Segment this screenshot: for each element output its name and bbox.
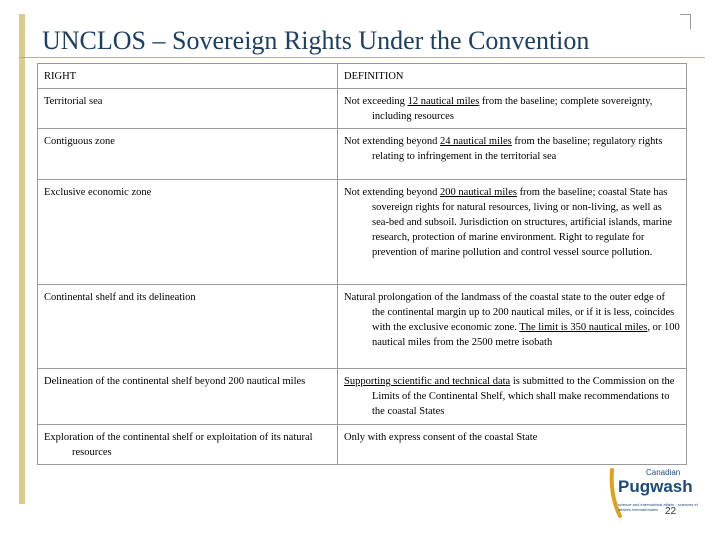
definition-run: Not extending beyond: [344, 187, 440, 198]
right-name: Contiguous zone: [44, 136, 115, 147]
logo-main-text: Pugwash: [618, 477, 693, 496]
right-definition: [344, 134, 680, 164]
table-header-row: [38, 64, 687, 89]
left-accent-bar: [19, 14, 25, 504]
right-definition: [344, 374, 680, 419]
table-row: [38, 369, 687, 425]
right-name: Exploration of the continental shelf or exploitation of its natural resources: [44, 432, 313, 458]
right-definition: [344, 185, 680, 260]
table-row: [38, 129, 687, 180]
right-definition: [344, 94, 680, 124]
header-right: RIGHT: [38, 64, 338, 89]
table-row: [38, 89, 687, 129]
corner-bracket: [680, 14, 691, 29]
definition-run: from the baseline; regulatory rights relating to infringement in the territorial sea: [372, 136, 663, 162]
definition-run: 200 nautical miles: [439, 187, 517, 198]
slide-title: UNCLOS – Sovereign Rights Under the Convention: [42, 26, 590, 55]
definition-run: Not exceeding: [344, 96, 408, 107]
table-row: [38, 180, 687, 285]
definition-run: is submitted to the Commission on the Limits of the Continental Shelf, which shall make recommendations to the coastal States: [372, 376, 675, 417]
logo-sub-text: science and international affairs · sciences et affaires internationales: [618, 502, 698, 512]
definition-run: 24 nautical miles: [439, 136, 512, 147]
right-name: Territorial sea: [44, 96, 103, 107]
title-underline: [19, 57, 705, 58]
header-definition: DEFINITION: [338, 64, 687, 89]
table-row: [38, 425, 687, 465]
pugwash-logo: [608, 466, 708, 524]
rights-table: [37, 63, 687, 465]
definition-run: Natural prolongation of the landmass of the coastal state to the outer edge of the continental margin up to 200 nautical miles, or if it is less, coincides with the exclusive economic zone.: [344, 292, 675, 333]
definition-run: from the baseline; complete sovereignty, including resources: [372, 96, 653, 122]
table-row: [38, 285, 687, 369]
definition-run: 12 nautical miles: [407, 96, 480, 107]
right-name: Exclusive economic zone: [44, 187, 152, 198]
logo-top-text: Canadian: [646, 468, 681, 477]
definition-run: Not extending beyond: [344, 136, 440, 147]
definition-run: , or 100 nautical miles from the 2500 metre isobath: [372, 322, 680, 348]
definition-run: Only with express consent of the coastal State: [344, 432, 538, 443]
right-name: Delineation of the continental shelf beyond 200 nautical miles: [44, 376, 306, 387]
right-definition: [344, 430, 680, 445]
right-name: Continental shelf and its delineation: [44, 292, 196, 303]
definition-run: The limit is 350 nautical miles: [519, 322, 648, 333]
definition-run: from the baseline; coastal State has sovereign rights for natural resources, living or non-living, as well as sea-bed and subsoil. Jurisdiction on structures, artificial islands, marine research, protection of marine environment. Right to regulate for prevention of marine pollution and control vessel source pollution.: [372, 187, 673, 258]
page-number: 22: [665, 506, 677, 517]
right-definition: [344, 290, 680, 350]
definition-run: Supporting scientific and technical data: [344, 376, 511, 387]
